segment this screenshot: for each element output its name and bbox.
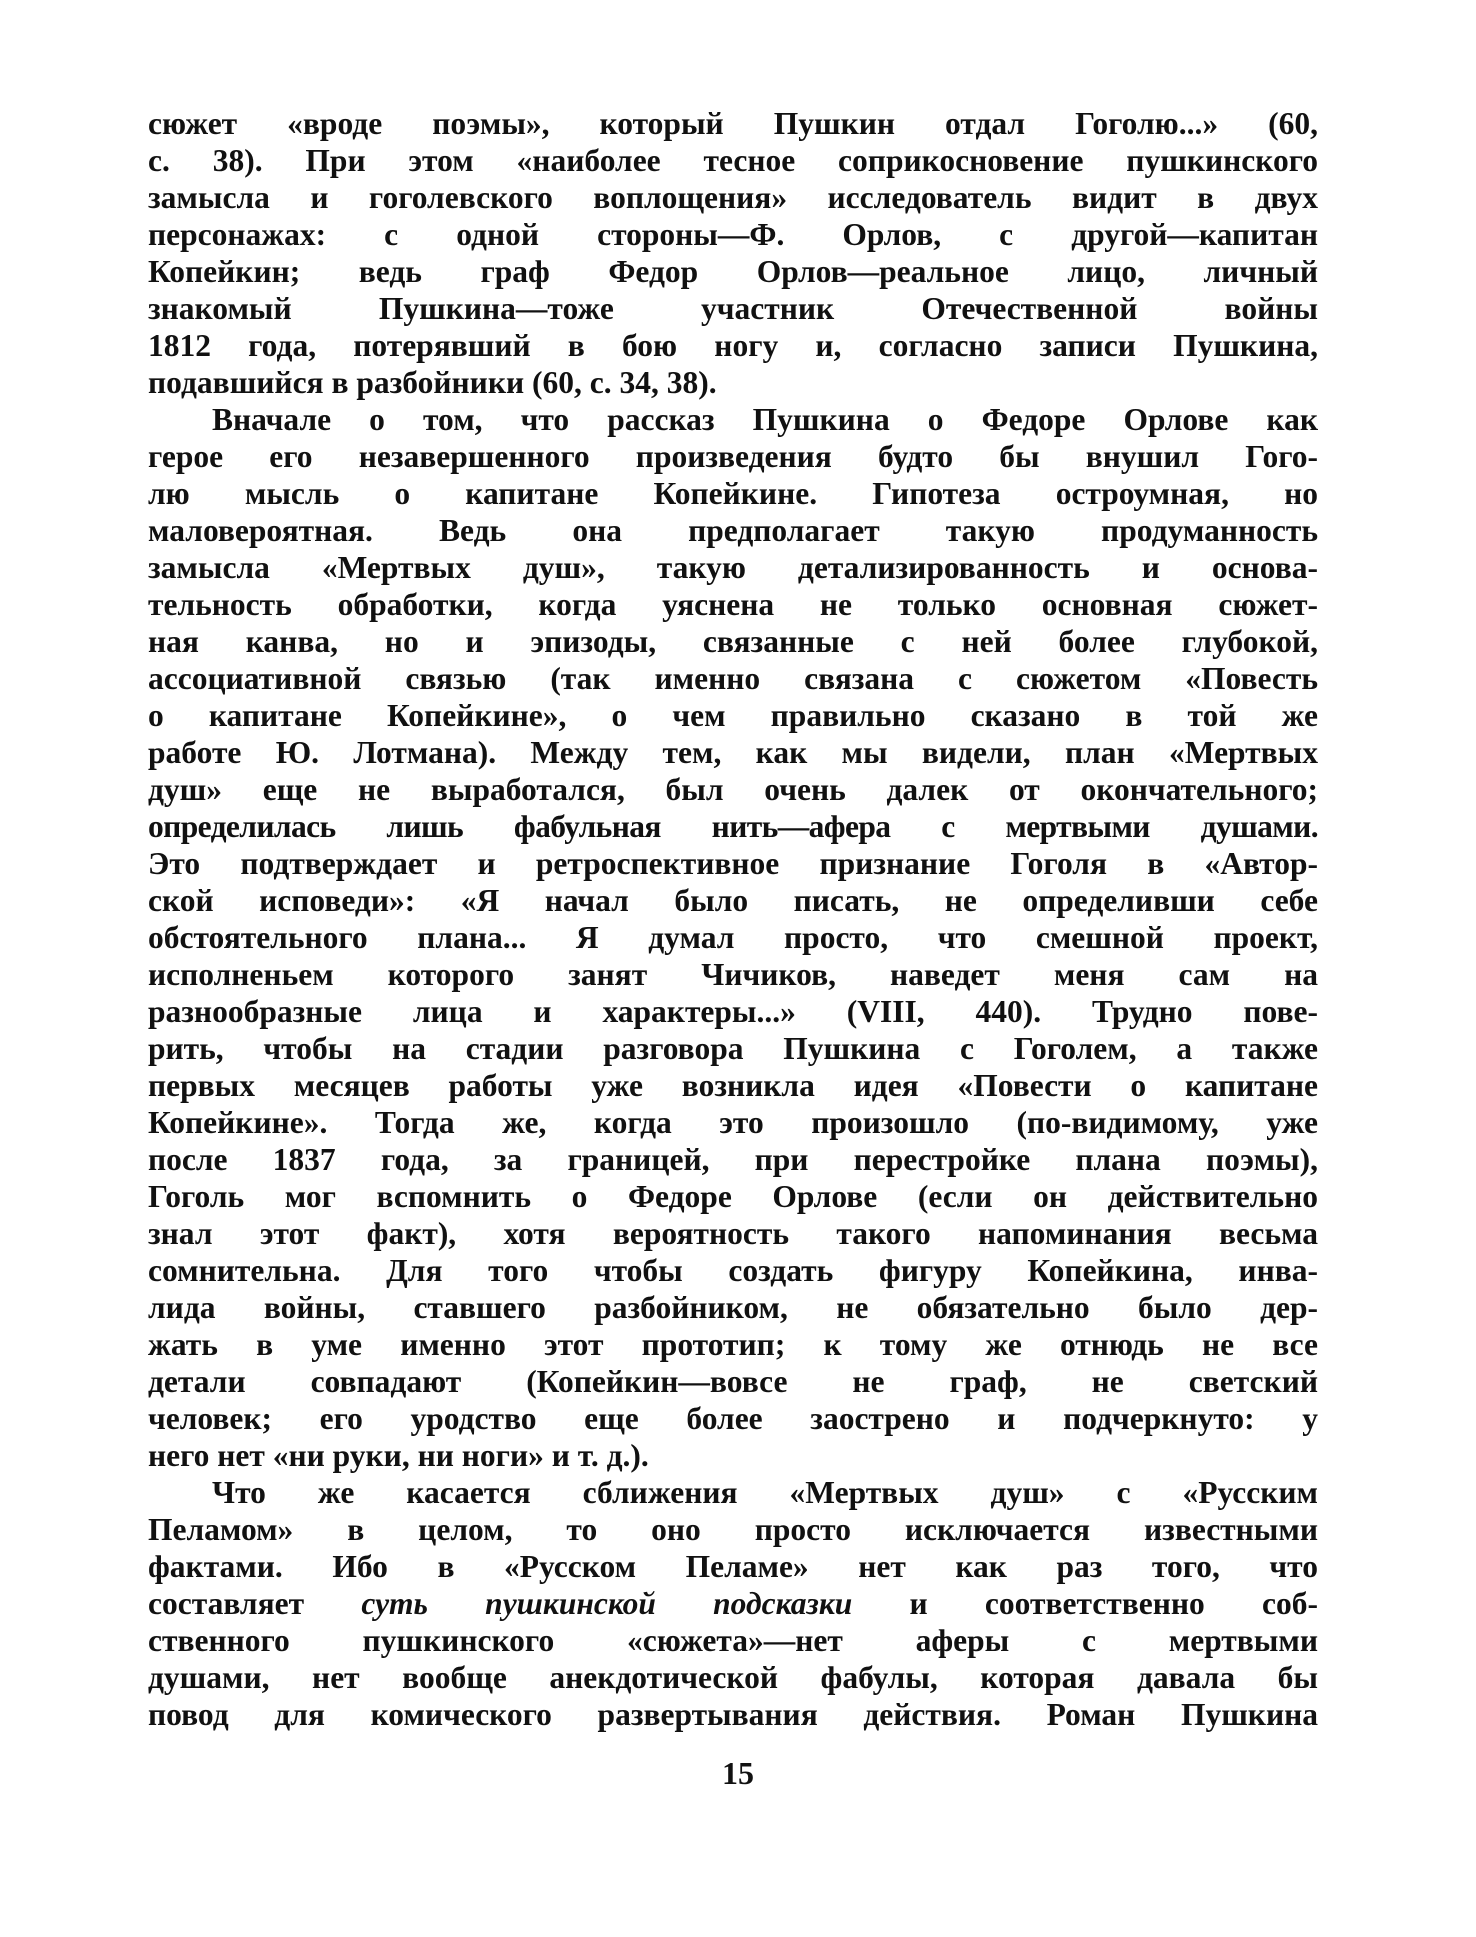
text-line: о капитане Копейкине», о чем правильно сказано в той же — [148, 698, 1318, 733]
text-line: лю мысль о капитане Копейкине. Гипотеза остроумная, но — [148, 476, 1318, 511]
page-number: 15 — [722, 1755, 754, 1791]
text-line: сюжет «вроде поэмы», который Пушкин отдал Гоголю...» (60, — [148, 106, 1318, 141]
text-line: рить, чтобы на стадии разговора Пушкина с Гоголем, а также — [148, 1031, 1318, 1066]
text-line: тельность обработки, когда уяснена не только основная сюжет- — [148, 587, 1318, 622]
text-line: работе Ю. Лотмана). Между тем, как мы видели, план «Мертвых — [148, 735, 1318, 770]
text-line: ственного пушкинского «сюжета»—нет аферы с мертвыми — [148, 1623, 1318, 1658]
text-line: фактами. Ибо в «Русском Пеламе» нет как раз того, что — [148, 1549, 1318, 1584]
text-line: ской исповеди»: «Я начал было писать, не определивши себе — [148, 883, 1318, 918]
text-line: первых месяцев работы уже возникла идея «Повести о капитане — [148, 1068, 1318, 1103]
text-line: 1812 года, потерявший в бою ногу и, согласно записи Пушкина, — [148, 328, 1318, 363]
text-line: знакомый Пушкина—тоже участник Отечественной войны — [148, 291, 1318, 326]
text-line: него нет «ни руки, ни ноги» и т. д.). — [148, 1438, 649, 1473]
paragraph-3 — [148, 1474, 1318, 1733]
text-line: повод для комического развертывания действия. Роман Пушкина — [148, 1697, 1318, 1732]
text-line: жать в уме именно этот прототип; к тому же отнюдь не все — [148, 1327, 1318, 1362]
text-line: Гоголь мог вспомнить о Федоре Орлове (если он действительно — [148, 1179, 1318, 1214]
text-line: после 1837 года, за границей, при перестройке плана поэмы), — [148, 1142, 1318, 1177]
text-line: герое его незавершенного произведения будто бы внушил Гого- — [148, 439, 1318, 474]
paragraph-2 — [148, 401, 1318, 1474]
paragraph-1 — [148, 105, 1318, 401]
text-line: человек; его уродство еще более заострено и подчеркнуто: у — [148, 1401, 1318, 1436]
text-line: Вначале о том, что рассказ Пушкина о Федоре Орлове как — [212, 402, 1318, 437]
text-line-with-emphasis — [148, 1585, 1318, 1622]
text-line: определилась лишь фабульная нить—афера с мертвыми душами. — [148, 809, 1318, 844]
text-line: душами, нет вообще анекдотической фабулы, которая давала бы — [148, 1660, 1318, 1695]
text-line: Копейкине». Тогда же, когда это произошло (по-видимому, уже — [148, 1105, 1318, 1140]
page-text — [148, 105, 1318, 1733]
text-line: сомнительна. Для того чтобы создать фигуру Копейкина, инва- — [148, 1253, 1318, 1288]
text-line: Копейкин; ведь граф Федор Орлов—реальное лицо, личный — [148, 254, 1318, 289]
text-line: подавшийся в разбойники (60, с. 34, 38). — [148, 365, 717, 400]
text-line: лида войны, ставшего разбойником, не обязательно было дер- — [148, 1290, 1318, 1325]
text-line: с. 38). При этом «наиболее тесное соприкосновение пушкинского — [148, 143, 1318, 178]
text-line: Что же касается сближения «Мертвых душ» с «Русским — [212, 1475, 1318, 1510]
text-segment: составляет — [148, 1586, 362, 1621]
text-line: исполненьем которого занят Чичиков, наведет меня сам на — [148, 957, 1318, 992]
text-line: Пеламом» в целом, то оно просто исключается известными — [148, 1512, 1318, 1547]
text-line: маловероятная. Ведь она предполагает такую продуманность — [148, 513, 1318, 548]
text-line: знал этот факт), хотя вероятность такого напоминания весьма — [148, 1216, 1318, 1251]
text-line: Это подтверждает и ретроспективное признание Гоголя в «Автор- — [148, 846, 1318, 881]
italic-emphasis: суть пушкинской подсказки — [361, 1586, 853, 1621]
text-line: душ» еще не выработался, был очень далек от окончательного; — [148, 772, 1318, 807]
text-line: ная канва, но и эпизоды, связанные с ней более глубокой, — [148, 624, 1318, 659]
text-line: замысла и гоголевского воплощения» исследователь видит в двух — [148, 180, 1318, 215]
text-line: разнообразные лица и характеры...» (VIII, 440). Трудно пове- — [148, 994, 1318, 1029]
text-segment: и соответственно соб- — [852, 1586, 1318, 1621]
text-line: детали совпадают (Копейкин—вовсе не граф, не светский — [148, 1364, 1318, 1399]
text-line: замысла «Мертвых душ», такую детализированность и основа- — [148, 550, 1318, 585]
text-line: обстоятельного плана... Я думал просто, что смешной проект, — [148, 920, 1318, 955]
text-line: ассоциативной связью (так именно связана с сюжетом «Повесть — [148, 661, 1318, 696]
text-line: персонажах: с одной стороны—Ф. Орлов, с другой—капитан — [148, 217, 1318, 252]
